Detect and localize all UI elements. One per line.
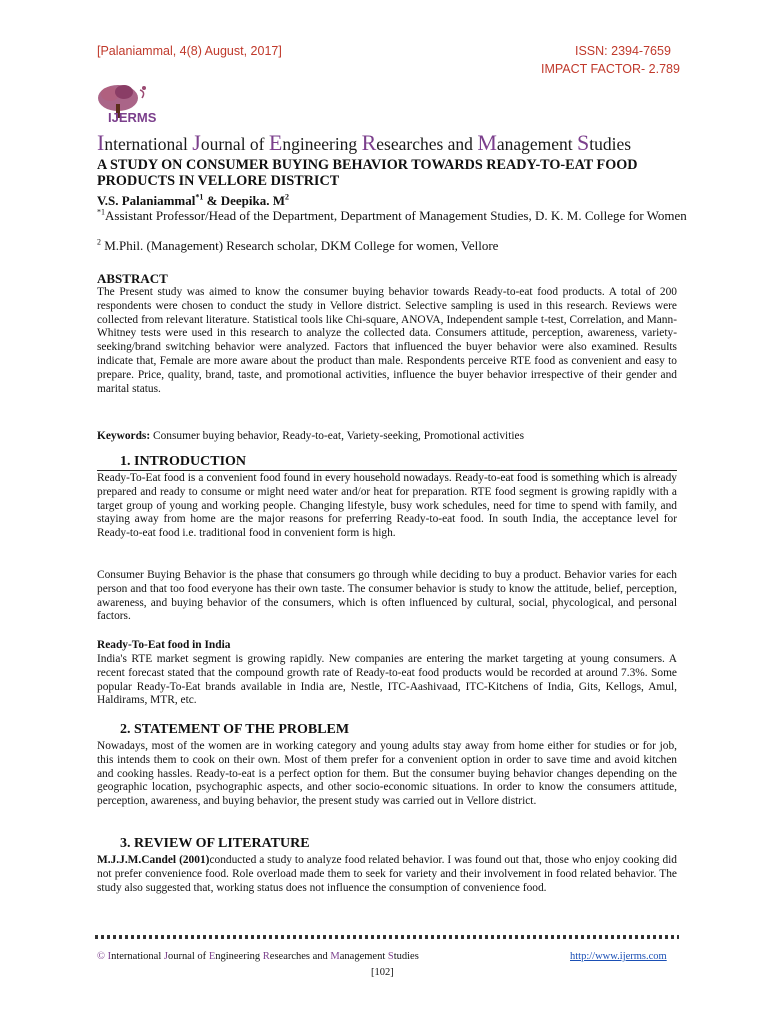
literature-paragraph: M.J.J.M.Candel (2001)conducted a study to analyze food related behavior. I was found out that, those who enjoy cooking did not prefer convenience food. Role overload made them to seek for variety and their involvement in food related behavior. The study also suggested that, working status does not influence the consumption of convenience food. [97,854,677,894]
section-divider [97,470,677,471]
keywords: Keywords: Consumer buying behavior, Ready-to-eat, Variety-seeking, Promotional activities [97,430,525,442]
abstract-text: The Present study was aimed to know the consumer buying behavior towards Ready-to-eat food products. A total of 200 respondents were chosen to conduct the study in Vellore district. Selective sampling is used in this research. Reviews were collected from relevant literature. Statistical tools like Chi-square, ANOVA, Independent sample t-test, Correlation, and Mann-Whitney tests were used in this research to analyze the collected data. Consumers attitude, perception, awareness, variety-seeking/brand switching behavior were analyzed. Factors that influenced the buyer behavior were also examined. Results indicate that, Female are more aware about the product than male. Respondents perceive RTE food as convenient and easy to prepare. Price, quality, brand, taste, and promotional activities, influence the buyer behavior irrespective of their gender and marital status. [97,286,677,395]
footer-dotted-rule [95,935,679,939]
introduction-paragraph-1: Ready-To-Eat food is a convenient food found in every household nowadays. Ready-to-eat food is something which is already prepared and ready to consume or might need water and/or heat for preparation. RTE food segment is growing rapidly with a target group of young and working people. Changing lifestyle, busy work schedules, need for time to spend with family, and staying away from home are the major reasons for preferring Ready-to-eat food. In south India, the acceptance level for Ready-to-eat food i.e. traditional food in convenient form is high. [97,472,677,540]
paper-title: A STUDY ON CONSUMER BUYING BEHAVIOR TOWARDS READY-TO-EAT FOOD PRODUCTS IN VELLORE DISTRICT [97,157,638,189]
affiliation-2: $^2$ M.Phil. (Management) Research scholar, DKM College for women, Vellore [97,237,499,253]
journal-website-link[interactable]: http://www.ijerms.com [570,951,667,962]
affiliation-1: $^{*1}$Assistant Professor/Head of the Department, Department of Management Studies, D. K. M. College for Women [97,207,687,223]
footer-journal-name: © International Journal of Engineering Researches and Management Studies [97,951,419,962]
problem-paragraph: Nowadays, most of the women are in working category and young adults stay away from home either for studies or for job, this intends them to cook on their own. Most of them prefer for a convenient option in order to save time and avoid kitchen and cooking hassles. Ready-to-eat is a perfect option for them. But the consumer buying behavior changes depending on the geographic location, psychographic aspects, and other socio-economic situations. In order to know the consumers attitude, perception, awareness, and buying behavior, the present study was carried out in Vellore district. [97,740,677,808]
abstract-heading: ABSTRACT [97,271,168,286]
logo-text: IJERMS [108,110,157,125]
literature-heading: 3. REVIEW OF LITERATURE [120,836,310,851]
introduction-heading: 1. INTRODUCTION [120,454,247,469]
introduction-paragraph-2: Consumer Buying Behavior is the phase that consumers go through while deciding to buy a product. Behavior varies for each person and that too food everyone has their own taste. The consumer behavior is study to know the attitude, belief, perception, awareness, and buying behavior of the consumers, which is often influenced by cultural, social, phycological, and personal factors. [97,569,677,623]
introduction-paragraph-3: India's RTE market segment is growing rapidly. New companies are entering the market targeting at young consumers. A recent forecast stated that the compound growth rate of Ready-to-eat food products would be recorded at around 7.3%. Some popular Ready-To-Eat brands available in India are, Nestle, ITC-Aashivaad, ITC-Kitchens of India, Gits, Kellogs, Amul, Haldirams, MTR, etc. [97,653,677,707]
rte-india-subheading: Ready-To-Eat food in India [97,639,231,651]
citation-header: [Palaniammal, 4(8) August, 2017] [97,44,282,58]
journal-title: International Journal of Engineering Researches and Management Studies [97,130,632,155]
authors: V.S. Palaniammal$^{*1}$ & Deepika. $M^2$ [97,192,289,208]
impact-factor-header: IMPACT FACTOR- 2.789 [541,62,680,76]
page-number: [102] [371,967,394,978]
issn-header: ISSN: 2394-7659 [575,44,671,58]
problem-heading: 2. STATEMENT OF THE PROBLEM [120,722,350,737]
